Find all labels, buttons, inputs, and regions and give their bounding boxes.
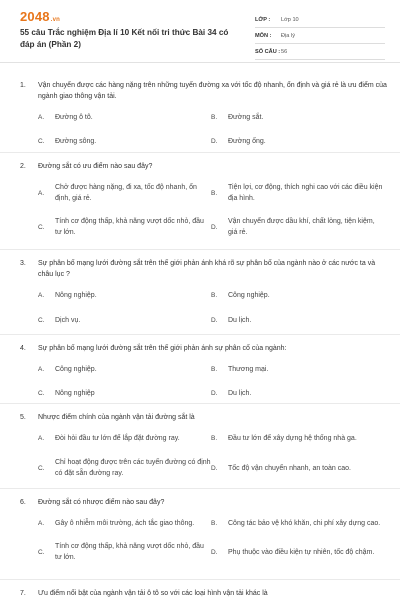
- answer-row: [0, 457, 400, 479]
- answer-option[interactable]: [38, 112, 211, 123]
- meta-label: LỚP :: [255, 16, 271, 23]
- answer-option[interactable]: [38, 182, 211, 204]
- answer-text: Tốc độ vận chuyển nhanh, an toàn cao.: [228, 464, 351, 472]
- answer-option[interactable]: [211, 182, 384, 204]
- question-text: [0, 343, 400, 354]
- page-header: [0, 0, 400, 62]
- question-item: [0, 161, 400, 238]
- answer-letter: B.: [211, 114, 218, 121]
- answer-text: Tiện lợi, cơ động, thích nghi cao với các điều kiện địa hình.: [228, 184, 383, 202]
- answer-letter: B.: [211, 435, 218, 442]
- answer-text: Chỉ hoạt động được trên các tuyến đường có định có đặt sẵn đường ray.: [55, 459, 211, 477]
- answer-letter: C.: [38, 548, 45, 556]
- answer-letter: D.: [211, 548, 218, 556]
- answer-text: Đường ống.: [228, 138, 266, 145]
- answer-letter: B.: [211, 292, 218, 299]
- answer-letter: C.: [38, 317, 45, 324]
- answer-row: [0, 315, 400, 326]
- answer-letter: D.: [211, 317, 218, 324]
- answer-text: Công tác bảo vệ khó khăn, chi phí xây dựng cao.: [228, 520, 381, 527]
- question-item: [0, 412, 400, 479]
- question-body: Đường sắt có nhược điểm nào sau đây?: [38, 499, 165, 506]
- answer-letter: A.: [38, 114, 45, 121]
- answer-letter: D.: [211, 390, 218, 397]
- answer-text: Đòi hỏi đầu tư lớn để lắp đặt đường ray.: [55, 435, 180, 442]
- meta-value: Lớp 10: [281, 16, 299, 23]
- answer-option[interactable]: [38, 136, 211, 147]
- answer-option[interactable]: [211, 315, 384, 326]
- header-divider: [0, 62, 400, 63]
- document-meta: [255, 12, 385, 60]
- answer-options: [0, 518, 400, 563]
- question-text: [0, 161, 400, 172]
- answer-row: [0, 290, 400, 301]
- answer-letter: A.: [38, 520, 45, 527]
- question-divider: [0, 579, 400, 580]
- question-number: 4.: [20, 345, 26, 352]
- meta-value: Địa lý: [281, 32, 295, 39]
- answer-option[interactable]: [211, 518, 384, 529]
- question-text: [0, 497, 400, 508]
- answer-text: Tính cơ động thấp, khả năng vượt dốc nhỏ, đầu tư lớn.: [55, 543, 204, 561]
- answer-option[interactable]: [211, 541, 384, 563]
- answer-letter: A.: [38, 292, 45, 299]
- question-divider: [0, 403, 400, 404]
- answer-options: [0, 112, 400, 147]
- question-number: 7.: [20, 590, 26, 597]
- question-number: 2.: [20, 163, 26, 170]
- answer-option[interactable]: [38, 541, 211, 563]
- answer-letter: D.: [211, 464, 218, 472]
- question-body: Đường sắt có ưu điểm nào sau đây?: [38, 163, 153, 170]
- site-logo[interactable]: [20, 9, 60, 24]
- answer-row: [0, 364, 400, 375]
- answer-letter: C.: [38, 138, 45, 145]
- answer-option[interactable]: [38, 364, 211, 375]
- question-divider: [0, 249, 400, 250]
- question-item: [0, 258, 400, 326]
- answer-row: [0, 541, 400, 563]
- question-text: [0, 258, 400, 280]
- answer-text: Tính cơ động thấp, khả năng vượt dốc nhỏ, đầu tư lớn.: [55, 218, 204, 236]
- answer-row: [0, 433, 400, 444]
- answer-text: Phụ thuộc vào điều kiện tự nhiên, tốc độ chậm.: [228, 548, 375, 556]
- answer-options: [0, 364, 400, 399]
- answer-text: Công nghiệp.: [55, 366, 97, 373]
- answer-text: Gây ô nhiễm môi trường, ách tắc giao thông.: [55, 520, 195, 527]
- answer-text: Du lịch.: [228, 317, 252, 324]
- answer-text: Chở được hàng nặng, đi xa, tốc độ nhanh, ổn định, giá rẻ.: [55, 184, 197, 202]
- question-text: [0, 412, 400, 423]
- question-number: 1.: [20, 82, 26, 89]
- answer-option[interactable]: [38, 457, 211, 479]
- question-divider: [0, 488, 400, 489]
- answer-text: Nông nghiệp.: [55, 292, 97, 299]
- meta-value: 56: [281, 48, 288, 55]
- answer-option[interactable]: [211, 364, 384, 375]
- answer-letter: C.: [38, 223, 45, 231]
- answer-letter: C.: [38, 464, 45, 472]
- answer-text: Công nghiệp.: [228, 292, 270, 299]
- answer-letter: B.: [211, 366, 218, 373]
- question-number: 3.: [20, 260, 26, 267]
- answer-options: [0, 433, 400, 479]
- question-item: [0, 588, 400, 599]
- document-title: 55 câu Trắc nghiệm Địa lí 10 Kết nối tri thức Bài 34 có đáp án (Phần 2): [20, 28, 229, 49]
- answer-option[interactable]: [211, 388, 384, 399]
- answer-letter: B.: [211, 520, 218, 527]
- answer-letter: D.: [211, 223, 218, 231]
- question-body: Ưu điểm nổi bật của ngành vận tải ô tô so với các loại hình vận tải khác là: [38, 590, 268, 597]
- question-text: [0, 80, 400, 102]
- answer-options: [0, 182, 400, 238]
- answer-option[interactable]: [211, 290, 384, 301]
- answer-option[interactable]: [211, 216, 384, 238]
- meta-label: MÔN :: [255, 32, 272, 39]
- question-number: 5.: [20, 414, 26, 421]
- question-item: [0, 497, 400, 563]
- answer-row: [0, 518, 400, 529]
- answer-option[interactable]: [211, 433, 384, 444]
- question-body: Nhược điểm chính của ngành vận tải đường sắt là: [38, 414, 195, 421]
- answer-row: [0, 388, 400, 399]
- answer-row: [0, 182, 400, 204]
- question-divider: [0, 152, 400, 153]
- question-divider: [0, 334, 400, 335]
- question-item: [0, 80, 400, 147]
- question-body: Vận chuyển được các hàng nặng trên những tuyến đường xa với tốc độ nhanh, ổn định và giá rẻ là ưu điểm của ngành giao thông vận tải.: [38, 82, 387, 100]
- answer-text: Đầu tư lớn để xây dựng hệ thống nhà ga.: [228, 435, 357, 442]
- answer-option[interactable]: [38, 518, 211, 529]
- answer-options: [0, 290, 400, 326]
- meta-row-subject: [255, 28, 385, 44]
- answer-text: Nông nghiệp: [55, 390, 95, 397]
- logo-main-text: 2048: [20, 9, 50, 24]
- answer-row: [0, 112, 400, 123]
- answer-option[interactable]: [38, 315, 211, 326]
- meta-row-class: [255, 12, 385, 28]
- answer-letter: B.: [211, 189, 218, 197]
- answer-text: Dịch vụ.: [55, 317, 81, 324]
- question-body: Sự phân bố mạng lưới đường sắt trên thế giới phản ánh khá rõ sự phân bố của ngành nào ở các nước ta và châu lục ?: [38, 260, 376, 278]
- answer-text: Thương mại.: [228, 366, 269, 373]
- meta-row-count: [255, 44, 385, 60]
- answer-option[interactable]: [38, 433, 211, 444]
- answer-text: Đường sắt.: [228, 114, 264, 121]
- answer-letter: A.: [38, 366, 45, 373]
- answer-text: Du lịch.: [228, 390, 252, 397]
- answer-option[interactable]: [211, 112, 384, 123]
- answer-row: [0, 136, 400, 147]
- answer-letter: C.: [38, 390, 45, 397]
- answer-text: Đường sông.: [55, 138, 97, 145]
- question-text: [0, 588, 400, 599]
- question-item: [0, 343, 400, 399]
- logo-suffix-text: .vn: [50, 17, 61, 23]
- answer-option[interactable]: [38, 216, 211, 238]
- answer-option[interactable]: [211, 457, 384, 479]
- answer-option[interactable]: [38, 388, 211, 399]
- answer-option[interactable]: [38, 290, 211, 301]
- answer-option[interactable]: [211, 136, 384, 147]
- meta-label: SỐ CÂU :: [255, 48, 281, 55]
- question-number: 6.: [20, 499, 26, 506]
- question-body: Sự phân bố mạng lưới đường sắt trên thế giới phản ánh sự phân cố của ngành:: [38, 345, 287, 352]
- answer-letter: D.: [211, 138, 218, 145]
- answer-row: [0, 216, 400, 238]
- answer-letter: A.: [38, 189, 45, 197]
- answer-letter: A.: [38, 435, 45, 442]
- answer-text: Đường ô tô.: [55, 114, 93, 121]
- answer-text: Vận chuyển được dầu khí, chất lỏng, tiện kiệm, giá rẻ.: [228, 218, 375, 236]
